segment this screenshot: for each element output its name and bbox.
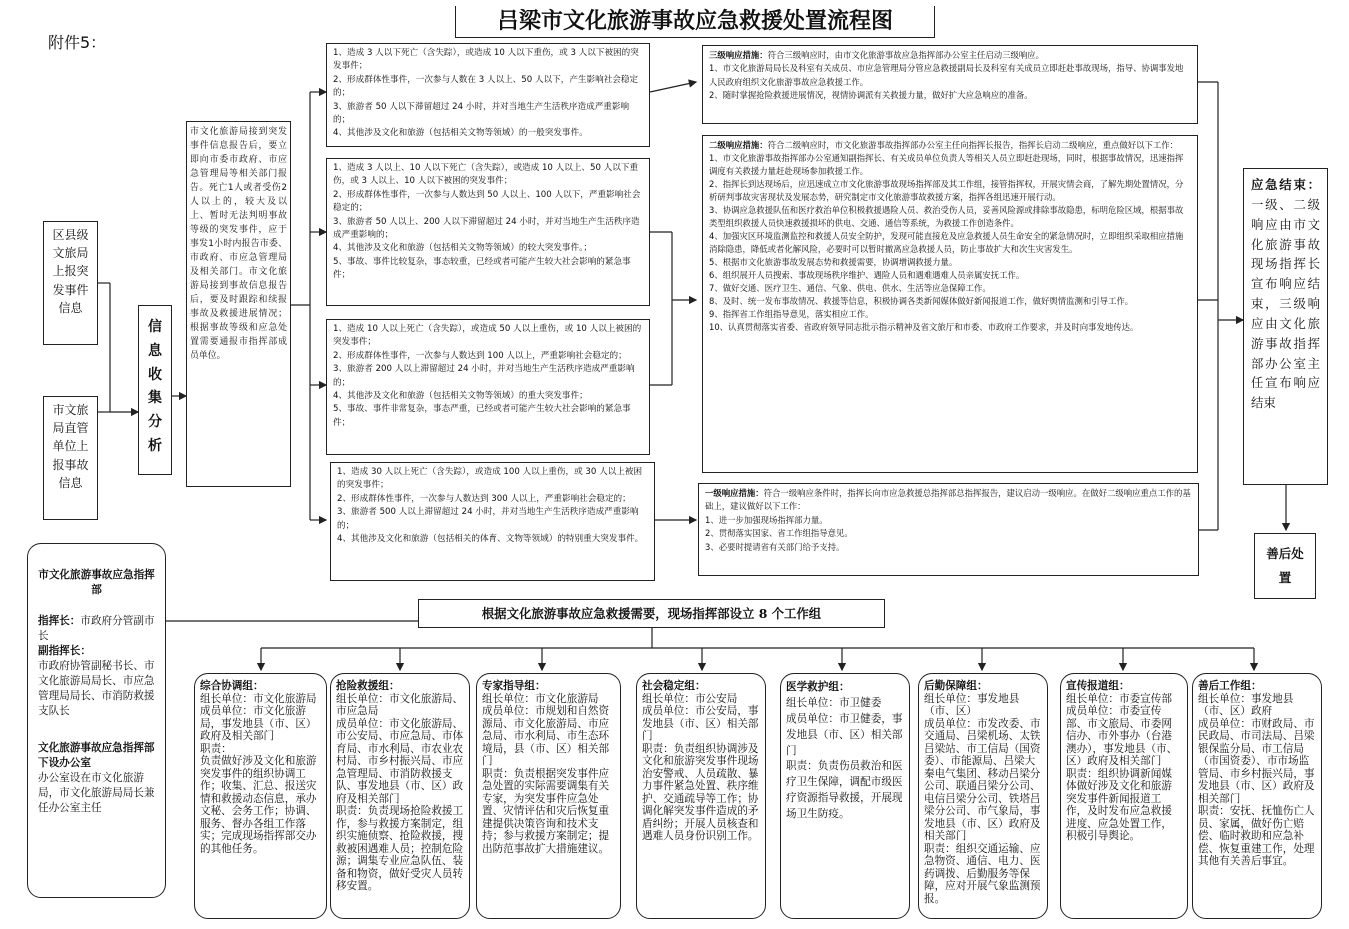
attachment-label: 附件5：	[48, 33, 107, 52]
group-text: 组长单位：市公安局 成员单位：市公安局，事发地县（市、区）相关部门 职责：负责组织协调涉及文化和旅游突发事件现场治安警戒、人员疏散、暴力事件紧急处置、秩序维护、交通疏导等工作；协调化解突发事件造成的矛盾纠纷；开展人员核查和遇难人员身份识别工作。	[642, 692, 759, 842]
group-publicity	[1060, 673, 1188, 919]
group-text: 组长单位：市文化旅游局、市应急局 成员单位：市文化旅游局、市公安局、市应急局、市体育局、市水利局、市农业农村局、市乡村振兴局、市应急管理局、市消防救援支队、事发地县（市、区）政府及相关部门 职责：负责现场抢险救援工作，参与救援方案制定，组织实施侦察、抢险救援，搜救被困遇难人员；控制危险源；调集专业应急队伍、装备和物资，做好受灾人员转移安置。	[336, 692, 464, 892]
response-title: 一级响应措施：	[705, 488, 764, 498]
hq-office: 办公室设在市文化旅游局，市文化旅游局局长兼任办公室主任	[38, 772, 155, 815]
group-text: 组长单位：市文化旅游局 成员单位：市规划和自然资源局、市文化旅游局、市应急局、市水利局、市生态环境局，县（市、区）相关部门 职责：负责根据突发事件应急处置的实际需要调集有关专家，为突发事件应急处置、灾情评估和灾后恢复重建提供决策咨询和技术支持；参与救援方案制定；提出防范事故扩大措施建议。	[482, 692, 610, 855]
criteria-level-1-special: 1、造成 30 人以上死亡（含失踪），或造成 100 人以上重伤，或 30 人以上被困的突发事件； 2、形成群体性事件，一次参与人数达到 300 人以上，严重影响社会稳定的； 3、旅游者 500 人以上滞留超过 24 小时，并对当地生产生活秩序造成严重影响的； 4、其他涉及文化和旅游（包括相关的体育、文物等领域）的特别重大突发事件。	[330, 462, 655, 581]
group-title: 后勤保障组：	[924, 680, 988, 692]
group-rescue	[330, 673, 470, 919]
group-text: 组长单位：事发地县（市、区） 成员单位：市发改委、市交通局、吕梁机场、太铁吕梁站、市工信局（国资委）、市能源局、吕梁大秦电气集团、移动吕梁分公司、联通吕梁分公司、电信吕梁分公司、铁塔吕梁分公司、市气象局，事发地县（市、区）政府及相关部门 职责：组织交通运输、应急物资、通信、电力、医药调拨、后勤服务等保障，应对开展气象监测预报。	[924, 692, 1041, 905]
criteria-level-2: 1、造成 3 人以上、10 人以下死亡（含失踪），或造成 10 人以上、50 人以下重伤，或 3 人以上、10 人以下被困的突发事件； 2、形成群体性事件，一次参与人数达到 50 人以上、100 人以下，严重影响社会稳定的； 3、旅游者 50 人以上、200 人以下滞留超过 24 小时，并对当地生产生活秩序造成严重影响的； 4、其他涉及文化和旅游（包括相关文物等领域）的较大突发事件。； 5、事故、事件比较复杂，事态较重，已经或者可能产生较大社会影响的紧急事件；	[326, 158, 650, 306]
response-intro: 符合一级响应条件时，指挥长向市应急救援总指挥部总指挥报告，建议启动一级响应。在做好二级响应重点工作的基础上，建议做好以下工作：	[705, 488, 1191, 512]
group-title: 社会稳定组：	[642, 680, 706, 692]
response-level-1	[698, 483, 1199, 576]
aftermath-box: 善后处置	[1254, 533, 1316, 599]
group-social-stability	[636, 673, 766, 919]
group-title: 专家指导组：	[482, 680, 546, 692]
group-medical	[780, 673, 910, 919]
emergency-end-title: 应急结束：	[1251, 177, 1320, 192]
group-text: 组长单位：市文化旅游局 成员单位：市文化旅游局，事发地县（市、区）政府及相关部门 职责： 负责做好涉及文化和旅游突发事件的组织协调工作；收集、汇总、报送灾情和救援动态信息，承办文秘、会务工作；协调、服务、督办各组工作落实；完成现场指挥部交办的其他任务。	[200, 692, 317, 855]
criteria-level-3: 1、造成 3 人以下死亡（含失踪），或造成 10 人以下重伤，或 3 人以下被困的突发事件； 2、形成群体性事件，一次参与人数在 3 人以上、50 人以下，产生影响社会稳定的； 3、旅游者 50 人以下滞留超过 24 小时，并对当地生产生活秩序造成严重影响的； 4、其他涉及文化和旅游（包括相关文物等领域）的一般突发事件。	[326, 43, 650, 147]
response-title: 三级响应措施：	[709, 50, 768, 60]
group-text: 组长单位：事发地县（市、区）政府 成员单位：市财政局、市民政局、市司法局、吕梁银保监分局、市工信局（市国资委）、市市场监管局、市乡村振兴局，事发地县（市、区）政府及相关部门 职责：安抚、抚恤伤亡人员、家属，做好伤亡赔偿、临时救助和应急补偿、恢复重建工作，处理其他有关善后事宜。	[1198, 692, 1315, 867]
criteria-level-1-major: 1、造成 10 人以上死亡（含失踪），或造成 50 人以上重伤，或 10 人以上被困的突发事件； 2、形成群体性事件，一次参与人数达到 100 人以上，严重影响社会稳定的； 3、旅游者 200 人以上滞留超过 24 小时，并对当地生产生活秩序造成严重影响的； 4、其他涉及文化和旅游（包括相关文物等领域）的重大突发事件； 5、事故、事件非常复杂，事态严重，已经或者可能产生较大社会影响的紧急事件；	[326, 319, 650, 455]
response-body: 1、市文化旅游局局长及科室有关成员、市应急管理局分管应急救援副局长及科室有关成员立即赶赴事故现场，指导、协调事发地人民政府组织文化旅游事故应急救援工作。 2、随时掌握抢险救援进展情况，视情协调派有关救援力量，做好扩大应急响应的准备。	[709, 63, 1184, 101]
hq-deputy-label: 副指挥长：	[38, 645, 91, 658]
response-title: 二级响应措施：	[709, 140, 768, 150]
group-text: 组长单位：市卫健委 成员单位：市卫健委，事发地县（市、区）相关部门 职责：负责伤员救治和医疗卫生保障，调配市级医疗资源指导救援，开展现场卫生防疫。	[786, 696, 903, 821]
hq-deputy: 市政府协管副秘书长、市文化旅游局局长、市应急管理局局长、市消防救援支队长	[38, 660, 155, 718]
source-county: 区县级文旅局上报突发事件信息	[43, 221, 98, 345]
hq-commander: 市政府分管副市长	[38, 615, 155, 643]
hq-commander-label: 指挥长：	[38, 615, 81, 628]
hq-title: 市文化旅游事故应急指挥部	[38, 569, 155, 597]
group-title: 善后工作组：	[1198, 680, 1262, 692]
response-level-2	[702, 135, 1198, 473]
emergency-end-text: 一级、二级响应由市文化旅游事故现场指挥长宣布响应结束，三级响应由文化旅游事故指挥部办公室主任宣布响应结束	[1251, 196, 1320, 411]
response-intro: 符合三级响应时，由市文化旅游事故应急指挥部办公室主任启动三级响应。	[767, 50, 1044, 60]
group-text: 组长单位：市委宣传部 成员单位：市委宣传部、市文旅局、市委网信办、市外事办（台港澳办），事发地县（市、区）政府及相关部门 职责：组织协调新闻媒体做好涉及文化和旅游突发事件新闻报道工作，及时发布应急救援进度、应急处置工作，积极引导舆论。	[1066, 692, 1178, 842]
group-aftermath	[1192, 673, 1322, 919]
groups-banner: 根据文化旅游事故应急救援需要，现场指挥部设立 8 个工作组	[418, 599, 885, 628]
command-hq	[27, 543, 166, 898]
group-logistics	[918, 673, 1048, 919]
response-body: 1、市文化旅游事故指挥部办公室通知副指挥长、有关成员单位负责人等相关人员立即赶赴现场，同时，根据事故情况，迅速指挥调度有关救援力量赶赴现场参加救援工作。 2、指挥长到达现场后，应迅速成立市文化旅游事故现场指挥部及其工作组，接管指挥权，开展灾情会商，了解先期处置情况，分析研判事故灾害现状及发展态势，研究制定市文化旅游事故救援方案，指挥各组迅速开展行动。 3、协调应急救援队伍和医疗救治单位积极救援遇险人员、救治受伤人员，妥善风险源或排除事故隐患，标明危险区域，根据事故类型组织救援人员快速救援损坏的供电、交通、通信等系统，为救援工作创造条件。 4、加强灾区环境监测监控和救援人员安全防护，发现可能直接危及应急救援人员生命安全的紧急情况时，立即组织采取相应措施消除隐患，降低或者化解风险，必要时可以暂时撤离应急救援人员，防止事故扩大和次生灾害发生。 5、根据市文化旅游事故发展态势和救援需要，协调增调救援力量。 6、组织展开人员搜索、事故现场秩序维护、遇险人员和遇难遇难人员亲属安抚工作。 7、做好交通、医疗卫生、通信、气象、供电、供水、生活等应急保障工作。 8、及时、统一发布事故情况、救援等信息，积极协调各类新闻媒体做好新闻报道工作，做好舆情监测和引导工作。 9、指挥省工作组指导意见，落实相应工作。 10、认真贯彻落实省委、省政府领导同志批示指示精神及省文旅厅和市委、市政府工作要求，并及时向事发地传达。	[709, 153, 1184, 333]
response-body: 1、进一步加强现场指挥部力量。 2、贯彻落实国家、省工作组指导意见。 3、必要时提请省有关部门给予支持。	[705, 514, 853, 552]
page-title: 吕梁市文化旅游事故应急救援处置流程图	[455, 6, 935, 38]
group-title: 宣传报道组：	[1066, 680, 1130, 692]
response-level-3	[702, 45, 1198, 124]
report-procedure: 市文化旅游局接到突发事件信息报告后，要立即向市委市政府、市应急管理局等相关部门报告。死亡1人或者受伤2人以上的，较大及以上、暂时无法判明事故等级的突发事件，应于事发1小时内报告市委、市政府、市应急管理局及相关部门。市文化旅游局接到事故信息报告后，要及时跟踪和续报事故及救援进展情况；根据事故等级和应急处置需要通报市指挥部成员单位。	[186, 121, 291, 487]
hq-office-title: 文化旅游事故应急指挥部下设办公室	[38, 742, 155, 770]
info-collection-box: 信息收集分析	[138, 305, 172, 475]
group-title: 抢险救援组：	[336, 680, 400, 692]
group-experts	[476, 673, 621, 919]
group-title: 医学救护组：	[786, 681, 850, 693]
source-city: 市文旅局直管单位上报事故信息	[43, 396, 98, 520]
group-comprehensive	[194, 673, 327, 919]
emergency-end	[1243, 168, 1328, 485]
response-intro: 符合二级响应时，市文化旅游事故指挥部办公室主任向指挥长报告，指挥长启动二级响应，重点做好以下工作：	[767, 140, 1178, 150]
group-title: 综合协调组：	[200, 680, 264, 692]
